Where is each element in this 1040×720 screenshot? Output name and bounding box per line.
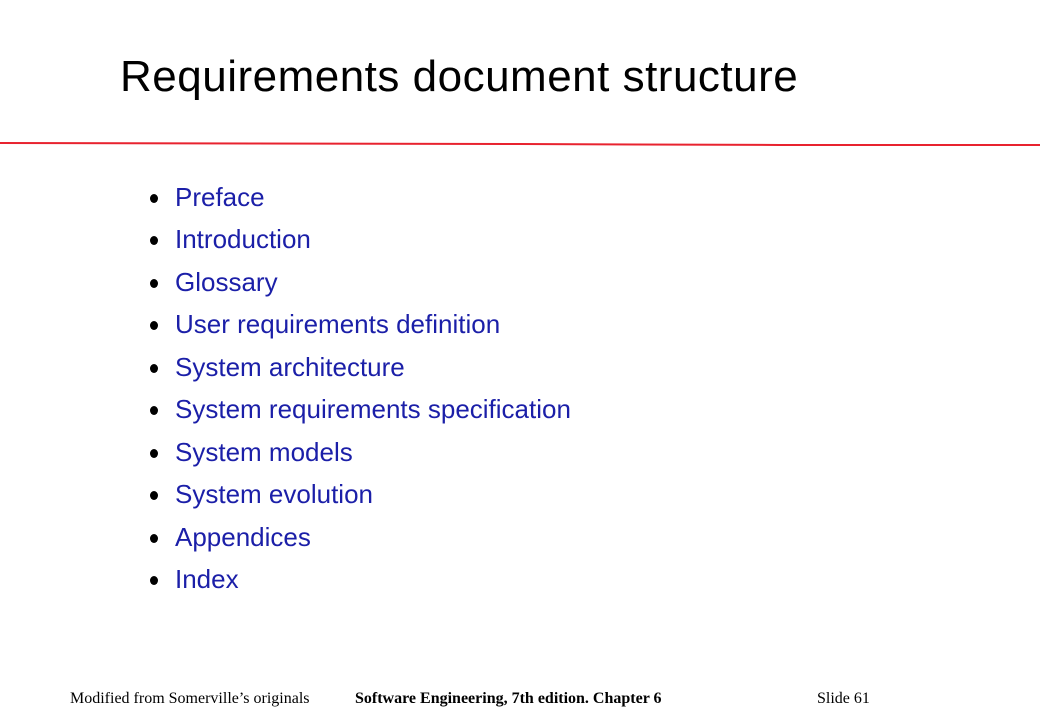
bullet-icon xyxy=(150,406,158,415)
list-item xyxy=(150,474,571,517)
bullet-icon xyxy=(150,449,158,458)
list-item xyxy=(150,389,571,432)
bullet-icon xyxy=(150,194,158,203)
list-item xyxy=(150,261,571,304)
bullet-text: System requirements specification xyxy=(175,394,571,425)
bullet-icon xyxy=(150,491,158,500)
bullet-icon xyxy=(150,321,158,330)
bullet-text: System evolution xyxy=(175,479,373,510)
title-underline-shape xyxy=(0,140,1040,146)
bullet-icon xyxy=(150,534,158,543)
footer-book-title: Software Engineering, 7th edition. Chapter 6 xyxy=(355,690,662,707)
title-underline xyxy=(0,140,1040,146)
list-item xyxy=(150,304,571,347)
list-item xyxy=(150,559,571,602)
footer-slide-number: Slide 61 xyxy=(817,690,870,707)
bullet-text: User requirements definition xyxy=(175,309,501,340)
list-item xyxy=(150,516,571,559)
bullet-icon xyxy=(150,576,158,585)
bullet-text: Index xyxy=(175,564,239,595)
bullet-icon xyxy=(150,236,158,245)
list-item xyxy=(150,176,571,219)
bullet-text: Appendices xyxy=(175,521,311,552)
bullet-text: Preface xyxy=(175,181,265,212)
list-item xyxy=(150,431,571,474)
slide-title: Requirements document structure xyxy=(120,52,799,101)
list-item xyxy=(150,219,571,262)
bullet-text: Glossary xyxy=(175,266,278,297)
bullet-text: System architecture xyxy=(175,351,405,382)
footer-attribution: Modified from Somerville’s originals xyxy=(70,690,310,707)
bullet-icon xyxy=(150,279,158,288)
bullet-icon xyxy=(150,364,158,373)
bullet-list xyxy=(150,176,571,601)
list-item xyxy=(150,346,571,389)
bullet-text: System models xyxy=(175,436,353,467)
bullet-text: Introduction xyxy=(175,224,311,255)
